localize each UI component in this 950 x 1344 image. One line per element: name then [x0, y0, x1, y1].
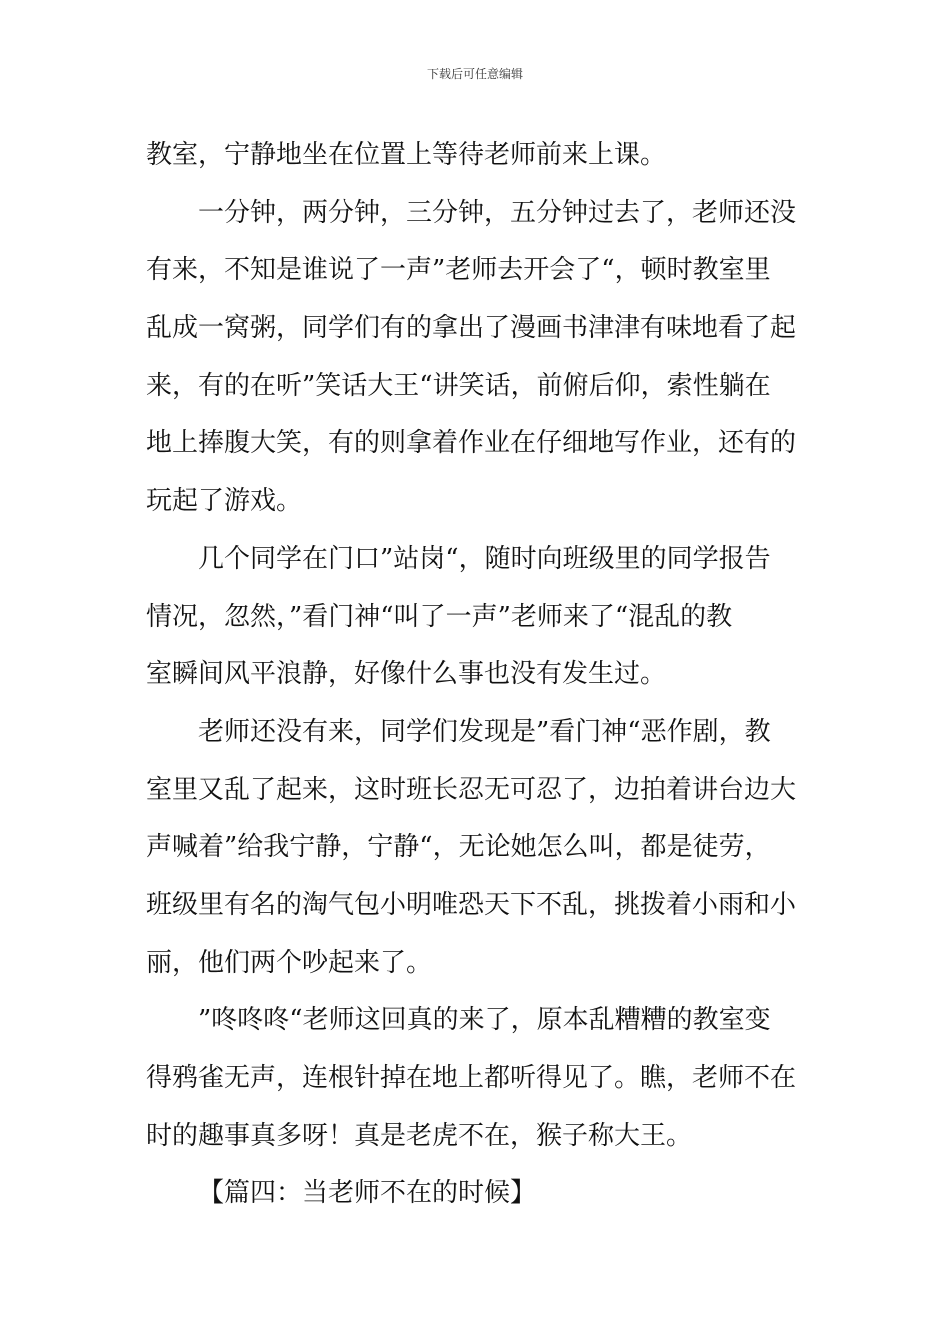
paragraph-start-line: 一分钟，两分钟，三分钟，五分钟过去了，老师还没: [198, 197, 797, 228]
paragraph-start-line: ”咚咚咚“老师这回真的来了，原本乱糟糟的教室变: [198, 1005, 771, 1036]
text-line: 教室，宁静地坐在位置上等待老师前来上课。: [146, 140, 667, 170]
paragraph-start-line: 几个同学在门口”站岗“，随时向班级里的同学报告: [198, 543, 771, 574]
text-line: 地上捧腹大笑，有的则拿着作业在仔细地写作业，还有的: [146, 428, 797, 459]
section-heading: 【篇四：当老师不在的时候】: [198, 1178, 537, 1209]
text-line: 来，有的在听”笑话大王“讲笑话，前俯后仰，索性躺在: [146, 370, 771, 401]
text-line: 声喊着”给我宁静，宁静“，无论她怎么叫，都是徒劳，: [146, 832, 771, 863]
text-line: 时的趣事真多呀！真是老虎不在，猴子称大王。: [146, 1120, 693, 1151]
text-line: 乱成一窝粥，同学们有的拿出了漫画书津津有味地看了起: [146, 313, 797, 344]
page-header: 下载后可任意编辑: [426, 67, 523, 81]
text-line: 得鸦雀无声，连根针掉在地上都听得见了。瞧，老师不在: [146, 1063, 797, 1093]
text-line: 室瞬间风平浪静，好像什么事也没有发生过。: [146, 659, 667, 690]
text-line: 有来，不知是谁说了一声”老师去开会了“，顿时教室里: [146, 255, 771, 286]
paragraph-start-line: 老师还没有来，同学们发现是”看门神“恶作剧，教: [198, 716, 771, 747]
document-body: [146, 127, 810, 1223]
text-line: 情况，忽然，”看门神“叫了一声”老师来了“混乱的教: [146, 601, 733, 632]
text-line: 班级里有名的淘气包小明唯恐天下不乱，挑拨着小雨和小: [146, 889, 797, 920]
text-line: 丽，他们两个吵起来了。: [146, 947, 433, 978]
text-line: 玩起了游戏。: [146, 486, 303, 517]
text-line: 室里又乱了起来，这时班长忍无可忍了，边拍着讲台边大: [146, 774, 797, 805]
